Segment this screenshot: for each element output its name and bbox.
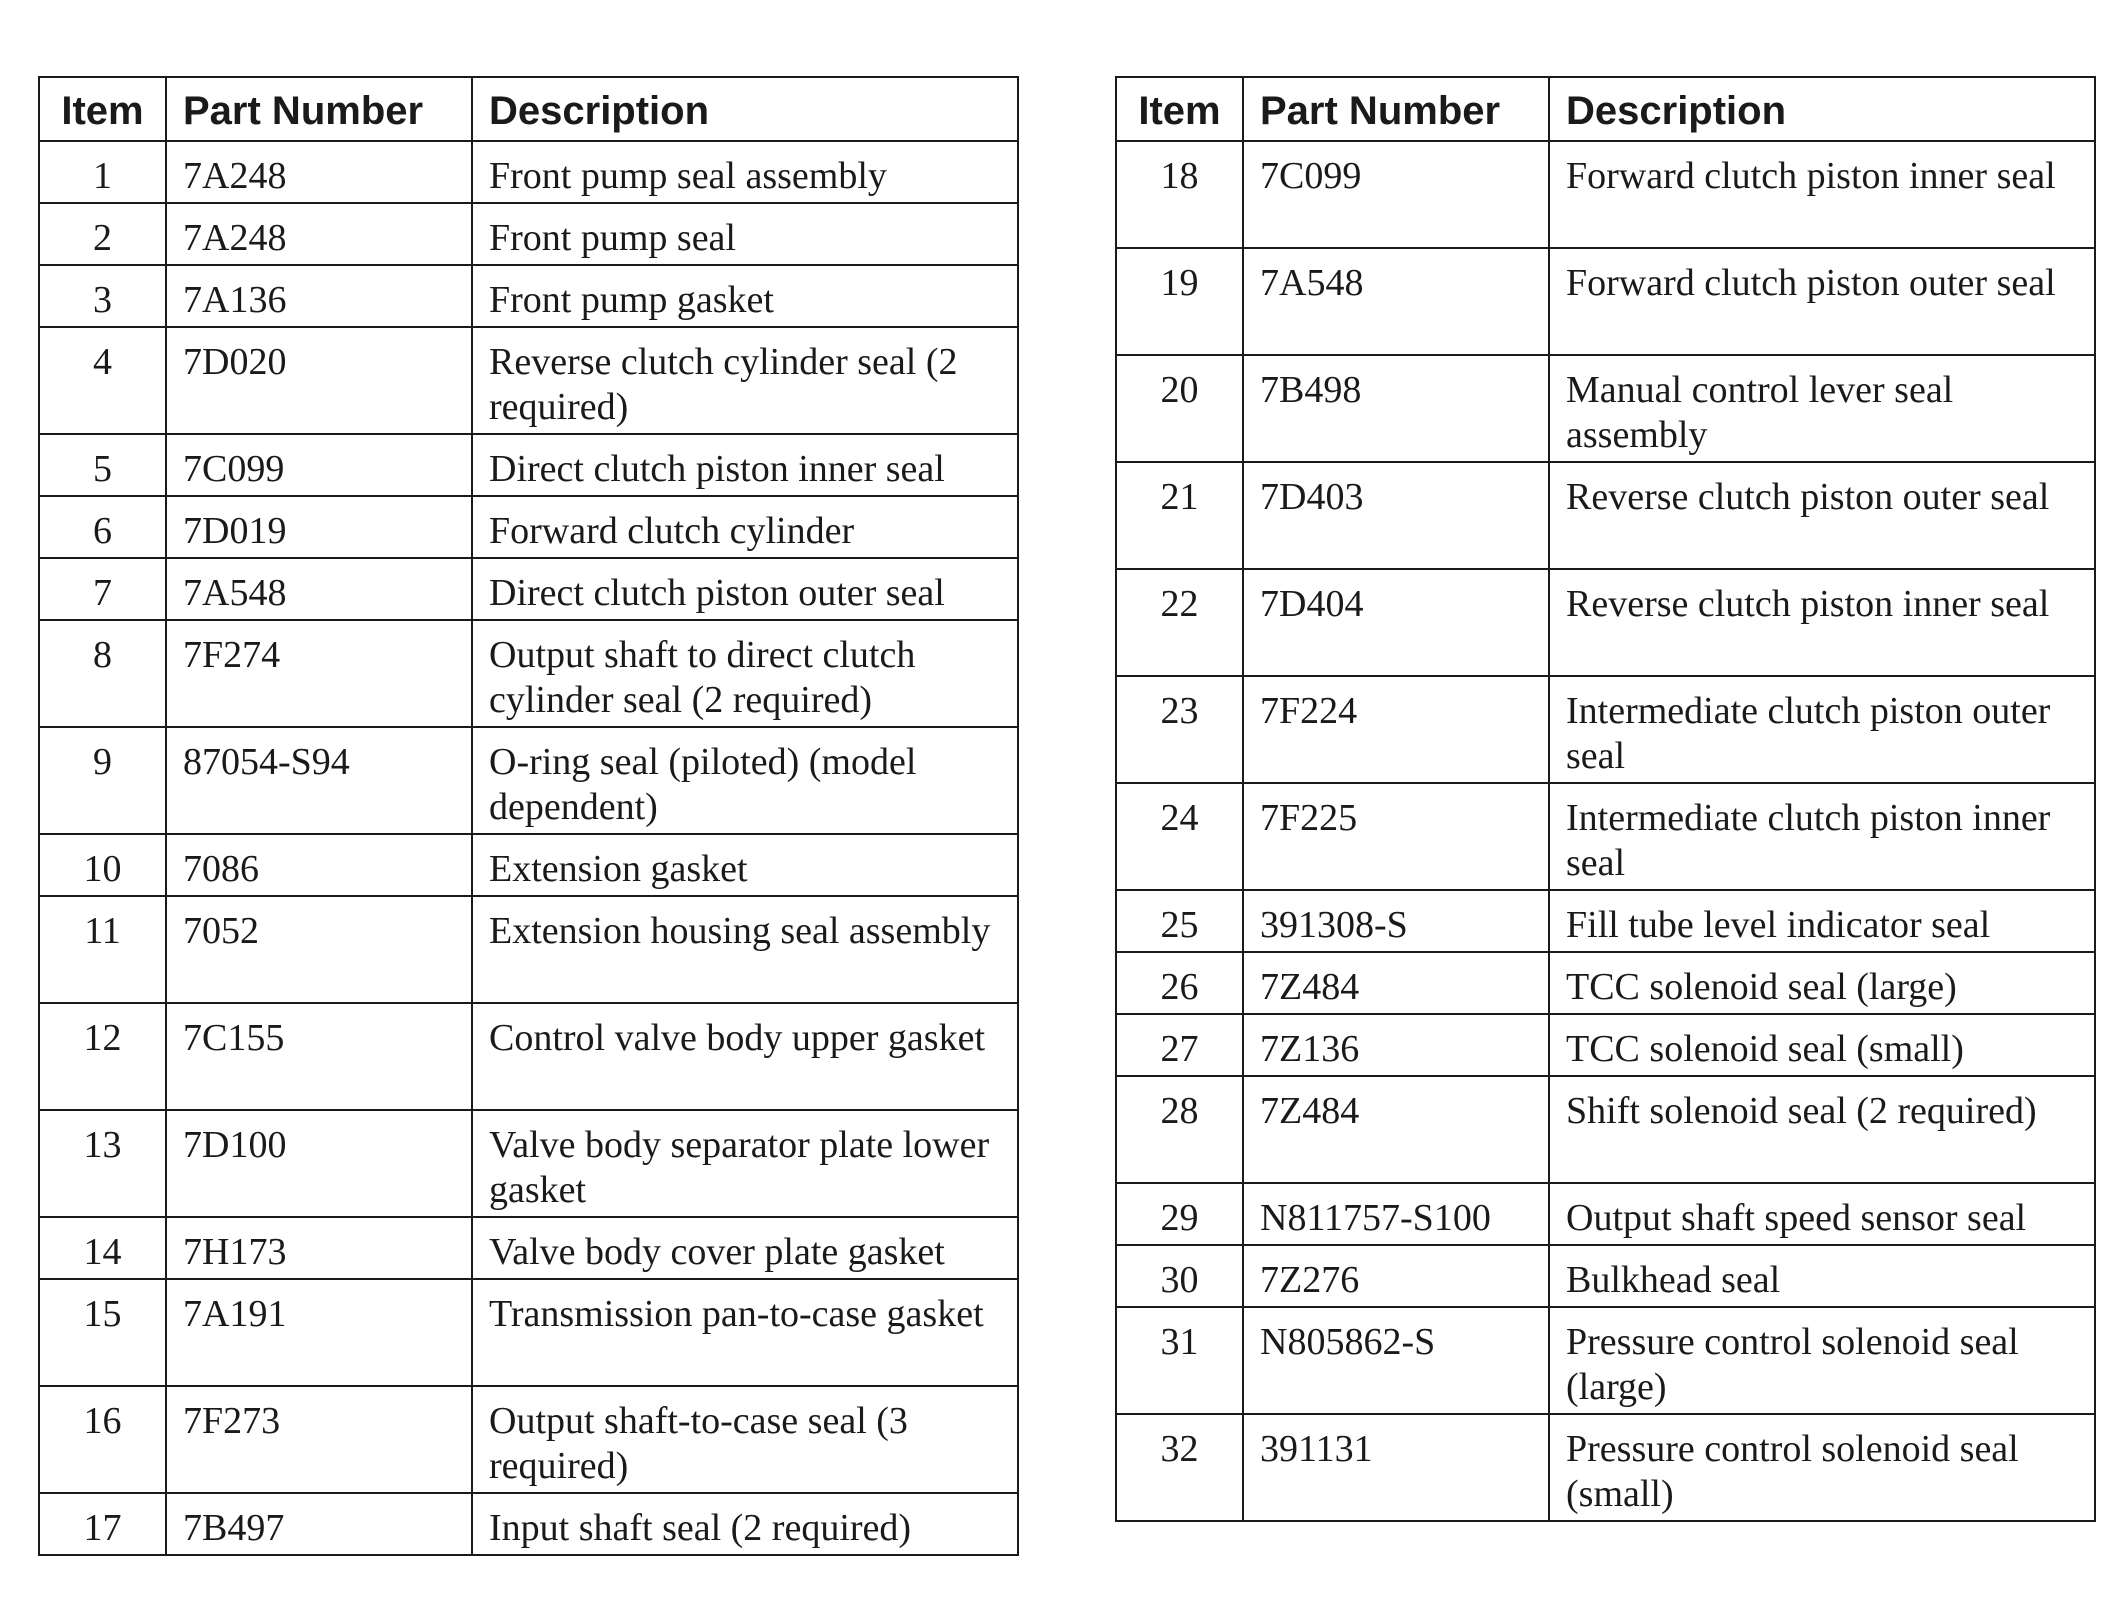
item-number: 3 [39,265,166,327]
part-number: 7Z484 [1243,1076,1549,1183]
part-number: 7C099 [166,434,472,496]
part-number: 7D404 [1243,569,1549,676]
header-row [1116,77,2095,141]
item-number: 13 [39,1110,166,1217]
table-row [39,1217,1018,1279]
description: Output shaft to direct clutch cylinder seal (2 required) [472,620,1018,727]
part-number: 7F225 [1243,783,1549,890]
part-number: N805862-S [1243,1307,1549,1414]
parts-table-right [1115,76,2096,1522]
table-row [1116,1076,2095,1183]
item-number: 27 [1116,1014,1243,1076]
table-row [1116,1245,2095,1307]
part-number: 7B498 [1243,355,1549,462]
table-row [39,1386,1018,1493]
part-number: 7A248 [166,203,472,265]
item-number: 29 [1116,1183,1243,1245]
table-row [39,434,1018,496]
item-number: 25 [1116,890,1243,952]
table-row [1116,952,2095,1014]
item-number: 16 [39,1386,166,1493]
description: TCC solenoid seal (large) [1549,952,2095,1014]
item-number: 19 [1116,248,1243,355]
item-number: 15 [39,1279,166,1386]
part-number: 7A548 [166,558,472,620]
item-number: 4 [39,327,166,434]
table-row [39,727,1018,834]
header-part-number: Part Number [1243,77,1549,141]
table-row [39,265,1018,327]
table-row [39,1003,1018,1110]
part-number: 7086 [166,834,472,896]
part-number: 7A136 [166,265,472,327]
part-number: 7052 [166,896,472,1003]
part-number: 7F274 [166,620,472,727]
part-number: 7Z484 [1243,952,1549,1014]
table-row [1116,1414,2095,1521]
description: Forward clutch piston outer seal [1549,248,2095,355]
description: Pressure control solenoid seal (small) [1549,1414,2095,1521]
description: Transmission pan-to-case gasket [472,1279,1018,1386]
description: Extension housing seal assembly [472,896,1018,1003]
item-number: 9 [39,727,166,834]
part-number: 7A548 [1243,248,1549,355]
description: Intermediate clutch piston outer seal [1549,676,2095,783]
item-number: 20 [1116,355,1243,462]
item-number: 21 [1116,462,1243,569]
table-row [1116,1307,2095,1414]
description: Reverse clutch cylinder seal (2 required) [472,327,1018,434]
part-number: 7B497 [166,1493,472,1555]
part-number: 87054-S94 [166,727,472,834]
item-number: 17 [39,1493,166,1555]
table-row [1116,1014,2095,1076]
part-number: N811757-S100 [1243,1183,1549,1245]
description: O-ring seal (piloted) (model dependent) [472,727,1018,834]
item-number: 12 [39,1003,166,1110]
item-number: 8 [39,620,166,727]
item-number: 14 [39,1217,166,1279]
part-number: 7D403 [1243,462,1549,569]
table-row [39,141,1018,203]
table-row [1116,462,2095,569]
description: Direct clutch piston outer seal [472,558,1018,620]
part-number: 7C099 [1243,141,1549,248]
header-item: Item [39,77,166,141]
header-row [39,77,1018,141]
table-row [39,1279,1018,1386]
description: Front pump seal assembly [472,141,1018,203]
header-part-number: Part Number [166,77,472,141]
description: Extension gasket [472,834,1018,896]
item-number: 6 [39,496,166,558]
part-number: 7Z276 [1243,1245,1549,1307]
part-number: 7C155 [166,1003,472,1110]
part-number: 7A248 [166,141,472,203]
description: Output shaft speed sensor seal [1549,1183,2095,1245]
table-row [39,558,1018,620]
table-row [39,1110,1018,1217]
description: Valve body cover plate gasket [472,1217,1018,1279]
description: Bulkhead seal [1549,1245,2095,1307]
description: Reverse clutch piston outer seal [1549,462,2095,569]
table-row [39,620,1018,727]
description: Pressure control solenoid seal (large) [1549,1307,2095,1414]
item-number: 28 [1116,1076,1243,1183]
parts-table-left-body [39,141,1018,1555]
description: Intermediate clutch piston inner seal [1549,783,2095,890]
header-description: Description [472,77,1018,141]
description: Manual control lever seal assembly [1549,355,2095,462]
part-number: 7F273 [166,1386,472,1493]
item-number: 24 [1116,783,1243,890]
item-number: 22 [1116,569,1243,676]
item-number: 18 [1116,141,1243,248]
description: Shift solenoid seal (2 required) [1549,1076,2095,1183]
table-row [1116,141,2095,248]
item-number: 23 [1116,676,1243,783]
part-number: 7D020 [166,327,472,434]
item-number: 10 [39,834,166,896]
description: Input shaft seal (2 required) [472,1493,1018,1555]
item-number: 1 [39,141,166,203]
header-item: Item [1116,77,1243,141]
part-number: 7F224 [1243,676,1549,783]
description: Control valve body upper gasket [472,1003,1018,1110]
part-number: 7H173 [166,1217,472,1279]
description: Front pump seal [472,203,1018,265]
table-row [1116,355,2095,462]
part-number: 7A191 [166,1279,472,1386]
table-row [39,496,1018,558]
item-number: 30 [1116,1245,1243,1307]
header-description: Description [1549,77,2095,141]
description: Front pump gasket [472,265,1018,327]
parts-table-right-body [1116,141,2095,1521]
part-number: 7Z136 [1243,1014,1549,1076]
part-number: 391131 [1243,1414,1549,1521]
item-number: 5 [39,434,166,496]
table-row [39,203,1018,265]
description: Output shaft-to-case seal (3 required) [472,1386,1018,1493]
table-row [1116,1183,2095,1245]
part-number: 7D100 [166,1110,472,1217]
item-number: 32 [1116,1414,1243,1521]
table-row [1116,248,2095,355]
table-row [39,327,1018,434]
table-row [39,834,1018,896]
item-number: 2 [39,203,166,265]
item-number: 31 [1116,1307,1243,1414]
parts-table-left [38,76,1019,1556]
part-number: 391308-S [1243,890,1549,952]
item-number: 7 [39,558,166,620]
table-row [1116,676,2095,783]
table-row [1116,890,2095,952]
description: Fill tube level indicator seal [1549,890,2095,952]
table-row [39,1493,1018,1555]
description: Forward clutch piston inner seal [1549,141,2095,248]
item-number: 11 [39,896,166,1003]
table-row [1116,783,2095,890]
table-row [39,896,1018,1003]
description: TCC solenoid seal (small) [1549,1014,2095,1076]
table-row [1116,569,2095,676]
description: Direct clutch piston inner seal [472,434,1018,496]
item-number: 26 [1116,952,1243,1014]
description: Valve body separator plate lower gasket [472,1110,1018,1217]
part-number: 7D019 [166,496,472,558]
description: Forward clutch cylinder [472,496,1018,558]
description: Reverse clutch piston inner seal [1549,569,2095,676]
